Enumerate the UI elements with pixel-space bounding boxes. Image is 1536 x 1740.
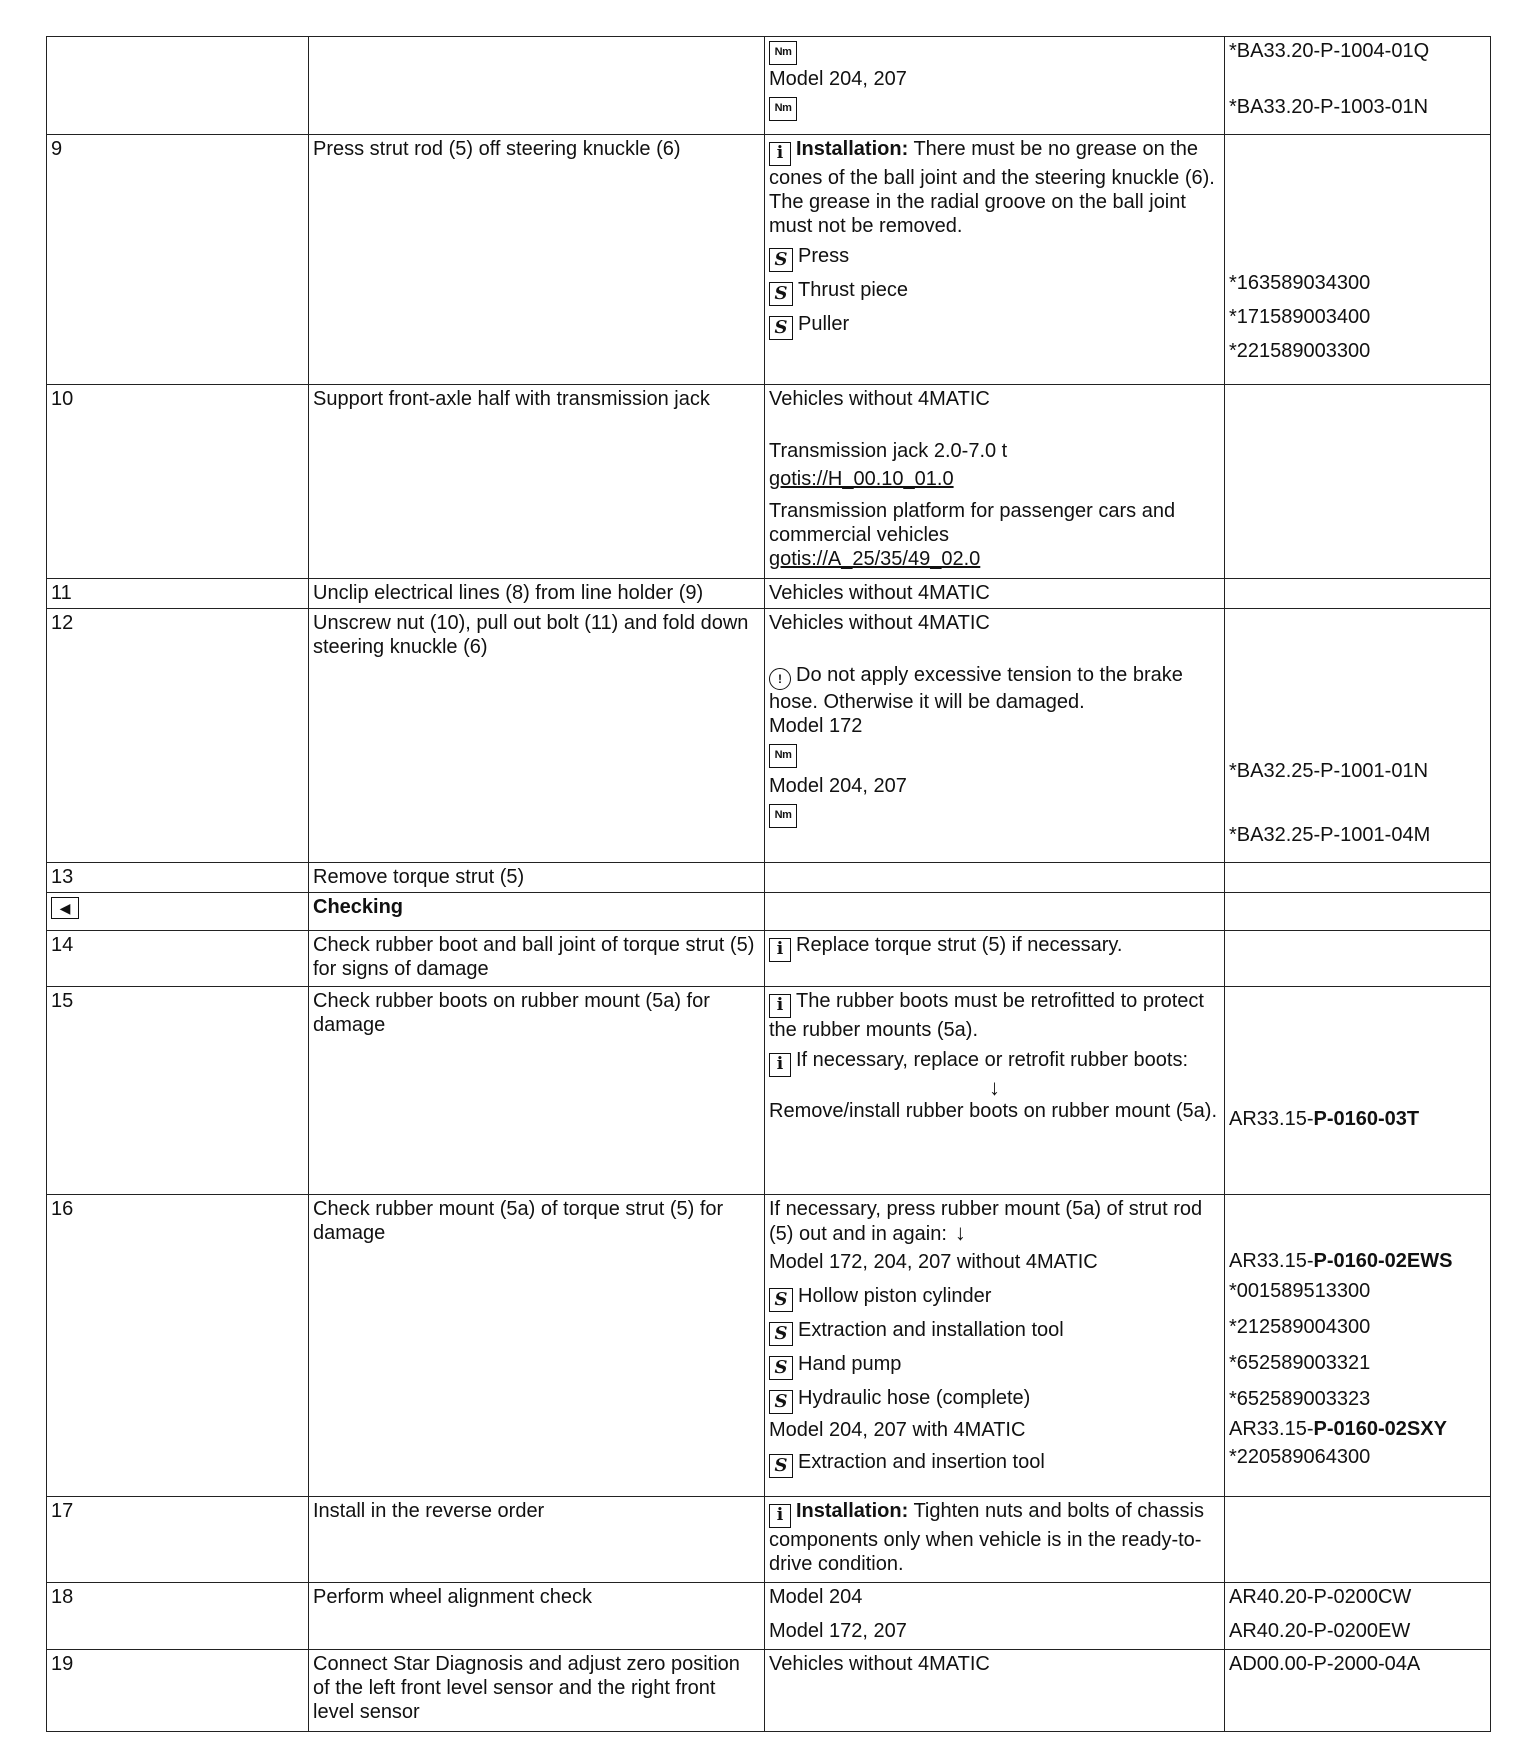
info-icon: i bbox=[769, 994, 791, 1018]
step-number: 14 bbox=[47, 931, 309, 987]
info-icon: i bbox=[769, 1053, 791, 1077]
step-notes bbox=[765, 863, 1225, 893]
table-row bbox=[47, 37, 1491, 135]
table-row bbox=[47, 385, 1491, 579]
reference-link[interactable]: AR40.20-P-0200CW bbox=[1229, 1586, 1412, 1608]
tool-name: Hydraulic hose (complete) bbox=[798, 1387, 1031, 1409]
tool-name: Press bbox=[798, 245, 850, 267]
condition-label: Vehicles without 4MATIC bbox=[769, 612, 990, 634]
step-description: Install in the reverse order bbox=[309, 1497, 765, 1583]
step-number: 16 bbox=[47, 1195, 309, 1497]
installation-label: Installation: bbox=[796, 1500, 909, 1522]
special-tool-icon: S bbox=[769, 248, 793, 272]
reference-link[interactable]: AR33.15-P-0160-03T bbox=[1229, 1108, 1420, 1130]
table-row bbox=[47, 579, 1491, 609]
step-references bbox=[1225, 1497, 1491, 1583]
equipment-link[interactable]: gotis://A_25/35/49_02.0 bbox=[769, 548, 981, 570]
step-notes bbox=[765, 135, 1225, 385]
table-row bbox=[47, 1497, 1491, 1583]
reference-link[interactable]: *BA32.25-P-1001-04M bbox=[1229, 824, 1431, 846]
table-row bbox=[47, 863, 1491, 893]
table-row bbox=[47, 1583, 1491, 1650]
model-label: Model 204, 207 bbox=[769, 68, 907, 90]
step-notes bbox=[765, 609, 1225, 863]
special-tool-icon: S bbox=[769, 1356, 793, 1380]
info-note: Replace torque strut (5) if necessary. bbox=[796, 934, 1123, 956]
model-label: Model 204, 207 bbox=[769, 775, 907, 797]
reference-link[interactable]: *BA33.20-P-1004-01Q bbox=[1229, 40, 1430, 62]
step-number: 19 bbox=[47, 1650, 309, 1732]
special-tool-icon: S bbox=[769, 282, 793, 306]
reference-link[interactable]: AR33.15-P-0160-02SXY bbox=[1229, 1418, 1447, 1440]
table-row bbox=[47, 135, 1491, 385]
step-description: Check rubber boots on rubber mount (5a) for damage bbox=[309, 987, 765, 1195]
step-description: Support front-axle half with transmission jack bbox=[309, 385, 765, 579]
warning-note: Do not apply excessive tension to the brake hose. Otherwise it will be damaged. bbox=[769, 664, 1183, 713]
model-label: Model 204, 207 with 4MATIC bbox=[769, 1419, 1026, 1441]
step-number bbox=[47, 37, 309, 135]
table-row bbox=[47, 931, 1491, 987]
procedure-table bbox=[46, 36, 1491, 1732]
section-title: Checking bbox=[309, 893, 765, 931]
step-number: 15 bbox=[47, 987, 309, 1195]
tool-name: Extraction and installation tool bbox=[798, 1319, 1064, 1341]
torque-icon: Nm bbox=[769, 744, 797, 768]
step-number: 11 bbox=[47, 579, 309, 609]
action-text: Remove/install rubber boots on rubber mount (5a). bbox=[769, 1100, 1218, 1122]
step-references bbox=[1225, 135, 1491, 385]
step-notes: Vehicles without 4MATIC bbox=[765, 579, 1225, 609]
equipment-name: Transmission jack 2.0-7.0 t bbox=[769, 440, 1008, 462]
step-notes bbox=[765, 385, 1225, 579]
condition-label: Vehicles without 4MATIC bbox=[769, 388, 990, 410]
reference-link[interactable]: *221589003300 bbox=[1229, 340, 1371, 362]
special-tool-icon: S bbox=[769, 1322, 793, 1346]
table-row bbox=[47, 987, 1491, 1195]
step-references bbox=[1225, 609, 1491, 863]
step-references bbox=[1225, 1195, 1491, 1497]
info-icon: i bbox=[769, 938, 791, 962]
model-label: Model 204 bbox=[769, 1586, 863, 1608]
reference-link[interactable]: *212589004300 bbox=[1229, 1316, 1371, 1338]
back-arrow-icon[interactable]: ◀ bbox=[51, 897, 79, 919]
step-references bbox=[1225, 579, 1491, 609]
equipment-link[interactable]: gotis://H_00.10_01.0 bbox=[769, 468, 954, 490]
reference-link[interactable]: AR33.15-P-0160-02EWS bbox=[1229, 1250, 1453, 1272]
special-tool-icon: S bbox=[769, 1390, 793, 1414]
installation-label: Installation: bbox=[796, 138, 909, 160]
step-description: Check rubber mount (5a) of torque strut (5) for damage bbox=[309, 1195, 765, 1497]
model-label: Model 172 bbox=[769, 715, 863, 737]
model-label: Model 172, 204, 207 without 4MATIC bbox=[769, 1251, 1098, 1273]
reference-link[interactable]: *BA33.20-P-1003-01N bbox=[1229, 96, 1429, 118]
torque-icon: Nm bbox=[769, 97, 797, 121]
step-number: 17 bbox=[47, 1497, 309, 1583]
instruction-text: If necessary, press rubber mount (5a) of strut rod (5) out and in again: bbox=[769, 1198, 1203, 1245]
step-notes bbox=[765, 1497, 1225, 1583]
tool-name: Puller bbox=[798, 313, 850, 335]
step-references[interactable]: AD00.00-P-2000-04A bbox=[1225, 1650, 1491, 1732]
warning-icon: ! bbox=[769, 668, 791, 690]
step-references bbox=[1225, 987, 1491, 1195]
tool-name: Extraction and insertion tool bbox=[798, 1451, 1045, 1473]
reference-link[interactable]: *163589034300 bbox=[1229, 272, 1371, 294]
step-notes: Vehicles without 4MATIC bbox=[765, 1650, 1225, 1732]
table-row bbox=[47, 1650, 1491, 1732]
reference-link[interactable]: *001589513300 bbox=[1229, 1280, 1371, 1302]
special-tool-icon: S bbox=[769, 1454, 793, 1478]
special-tool-icon: S bbox=[769, 1288, 793, 1312]
table-row bbox=[47, 609, 1491, 863]
down-arrow-icon: ↓ bbox=[954, 1220, 966, 1245]
step-description: Unclip electrical lines (8) from line holder (9) bbox=[309, 579, 765, 609]
model-label: Model 172, 207 bbox=[769, 1620, 907, 1642]
step-description: Connect Star Diagnosis and adjust zero position of the left front level sensor and the right front level sensor bbox=[309, 1650, 765, 1732]
step-number: 13 bbox=[47, 863, 309, 893]
step-references bbox=[1225, 931, 1491, 987]
info-note: If necessary, replace or retrofit rubber boots: bbox=[796, 1049, 1189, 1071]
step-references bbox=[1225, 1583, 1491, 1650]
step-number: 9 bbox=[47, 135, 309, 385]
reference-link[interactable]: *220589064300 bbox=[1229, 1446, 1371, 1468]
step-notes bbox=[765, 37, 1225, 135]
table-row bbox=[47, 1195, 1491, 1497]
step-description: Remove torque strut (5) bbox=[309, 863, 765, 893]
down-arrow-icon: ↓ bbox=[989, 1075, 1000, 1100]
step-notes bbox=[765, 893, 1225, 931]
reference-link[interactable]: *BA32.25-P-1001-01N bbox=[1229, 760, 1429, 782]
step-references bbox=[1225, 863, 1491, 893]
reference-link[interactable]: AR40.20-P-0200EW bbox=[1229, 1620, 1411, 1642]
step-number: 12 bbox=[47, 609, 309, 863]
step-number: 18 bbox=[47, 1583, 309, 1650]
step-notes bbox=[765, 987, 1225, 1195]
reference-link[interactable]: *652589003323 bbox=[1229, 1388, 1371, 1410]
installation-note: There must be no grease on the cones of the ball joint and the steering knuckle (6). The grease in the radial groove on the ball joint must not be removed. bbox=[769, 138, 1215, 237]
step-description: Check rubber boot and ball joint of torque strut (5) for signs of damage bbox=[309, 931, 765, 987]
step-description: Unscrew nut (10), pull out bolt (11) and fold down steering knuckle (6) bbox=[309, 609, 765, 863]
installation-note: Tighten nuts and bolts of chassis components only when vehicle is in the ready-to-drive condition. bbox=[769, 1500, 1204, 1575]
reference-link[interactable]: *652589003321 bbox=[1229, 1352, 1371, 1374]
step-references bbox=[1225, 893, 1491, 931]
torque-icon: Nm bbox=[769, 41, 797, 65]
step-description: Press strut rod (5) off steering knuckle (6) bbox=[309, 135, 765, 385]
special-tool-icon: S bbox=[769, 316, 793, 340]
section-marker bbox=[47, 893, 309, 931]
step-notes bbox=[765, 1583, 1225, 1650]
step-notes bbox=[765, 931, 1225, 987]
info-note: The rubber boots must be retrofitted to protect the rubber mounts (5a). bbox=[769, 990, 1204, 1041]
step-description: Perform wheel alignment check bbox=[309, 1583, 765, 1650]
step-references bbox=[1225, 37, 1491, 135]
step-notes bbox=[765, 1195, 1225, 1497]
step-description bbox=[309, 37, 765, 135]
equipment-name: Transmission platform for passenger cars and commercial vehicles bbox=[769, 500, 1176, 546]
torque-icon: Nm bbox=[769, 804, 797, 828]
tool-name: Hollow piston cylinder bbox=[798, 1285, 992, 1307]
section-row bbox=[47, 893, 1491, 931]
info-icon: i bbox=[769, 1504, 791, 1528]
tool-name: Thrust piece bbox=[798, 279, 909, 301]
step-references bbox=[1225, 385, 1491, 579]
info-icon: i bbox=[769, 142, 791, 166]
reference-link[interactable]: *171589003400 bbox=[1229, 306, 1371, 328]
tool-name: Hand pump bbox=[798, 1353, 902, 1375]
step-number: 10 bbox=[47, 385, 309, 579]
